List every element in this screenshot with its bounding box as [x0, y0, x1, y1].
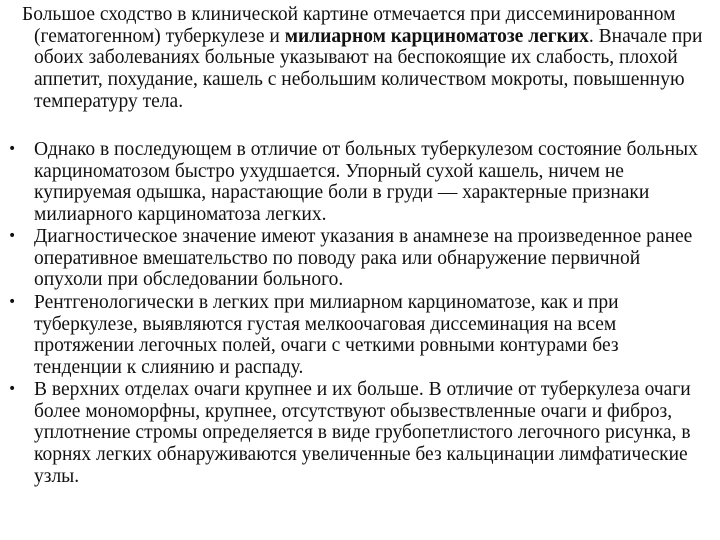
bullet-marker: •: [8, 381, 17, 397]
bullet-item-text: В верхних отделах очаги крупнее и их больше. В отличие от туберкулеза очаги более мономорфны, крупнее, отсутствуют обызвествленные очаги и фиброз, уплотнение стромы определяется в виде грубопетлистого легочного рисунка, в корнях легких обнаруживаются увеличенные без кальцинации лимфатические узлы.: [34, 379, 691, 487]
paragraph-intro-text-2: . Вначале при обоих заболеваниях больные указывают на беспокоящие их слабость, плохой аппетит, похудание, кашель с небольшим количеством мокроты, повышенную температуру тела.: [34, 25, 703, 112]
bullet-item-upper-zones: [34, 379, 710, 488]
paragraph-intro-bold-term: милиарном карциноматозе легких: [284, 25, 589, 47]
bullet-item-anamnesis: [34, 226, 710, 291]
bullet-item-text: Рентгенологически в легких при милиарном карциноматозе, как и при туберкулезе, выявляются густая мелкоочаговая диссеминация на всем протяжении легочных полей, очаги с четкими ровными контурами без тенденции к слиянию и распаду.: [34, 292, 619, 379]
bullet-item-condition-worsens: [34, 139, 710, 226]
paragraph-intro-text-1: Большое сходство в клинической картине отмечается при диссеминированном (гематогенном) туберкулезе и: [22, 4, 676, 47]
paragraph-intro: [22, 4, 710, 113]
bullet-marker: •: [8, 141, 17, 157]
bullet-item-text: Однако в последующем в отличие от больных туберкулезом состояние больных карциноматозом быстро ухудшается. Упорный сухой кашель, ничем не купируемая одышка, нарастающие боли в груди — характерные признаки милиарного карциноматоза легких.: [34, 139, 698, 226]
bullet-item-text: Диагностическое значение имеют указания в анамнезе на произведенное ранее оперативное вмешательство по поводу рака или обнаружение первичной опухоли при обследовании больного.: [34, 226, 693, 291]
bullet-item-xray: [34, 292, 710, 379]
bullet-marker: •: [8, 228, 17, 244]
bullet-marker: •: [8, 294, 17, 310]
